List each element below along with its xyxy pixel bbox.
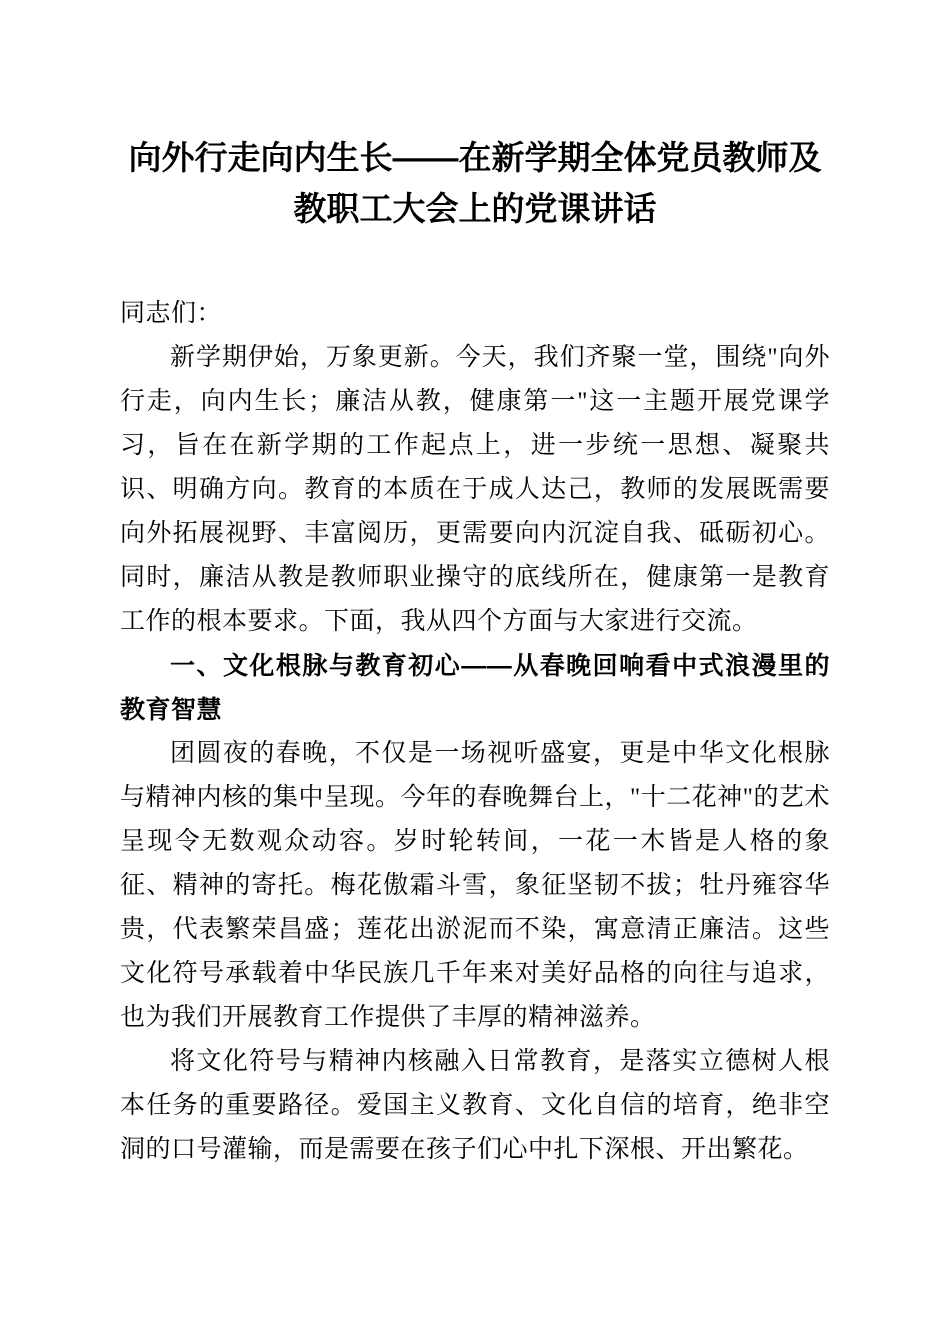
section1-paragraph-2: 将文化符号与精神内核融入日常教育，是落实立德树人根本任务的重要路径。爱国主义教育、文化自信的培育，绝非空洞的口号灌输，而是需要在孩子们心中扎下深根、开出繁花。 (120, 1048, 830, 1164)
section1-paragraph-1: 团圆夜的春晚，不仅是一场视听盛宴，更是中华文化根脉与精神内核的集中呈现。今年的春晚舞台上，"十二花神"的艺术呈现令无数观众动容。岁时轮转间，一花一木皆是人格的象征、精神的寄托。梅花傲霜斗雪，象征坚韧不拔；牡丹雍容华贵，代表繁荣昌盛；莲花出淤泥而不染，寓意清正廉洁。这些文化符号承载着中华民族几千年来对美好品格的向往与追求，也为我们开展教育工作提供了丰厚的精神滋养。 (120, 740, 830, 1032)
document-title: 向外行走向内生长——在新学期全体党员教师及教职工大会上的党课讲话 (128, 139, 822, 228)
section-heading-1: 一、文化根脉与教育初心——从春晚回响看中式浪漫里的教育智慧 (120, 652, 830, 725)
salutation-line: 同志们： (120, 300, 223, 328)
intro-paragraph: 新学期伊始，万象更新。今天，我们齐聚一堂，围绕"向外行走，向内生长；廉洁从教，健康第一"这一主题开展党课学习，旨在在新学期的工作起点上，进一步统一思想、凝聚共识、明确方向。教育的本质在于成人达己，教师的发展既需要向外拓展视野、丰富阅历，更需要向内沉淀自我、砥砺初心。同时，廉洁从教是教师职业操守的底线所在，健康第一是教育工作的根本要求。下面，我从四个方面与大家进行交流。 (120, 344, 830, 636)
